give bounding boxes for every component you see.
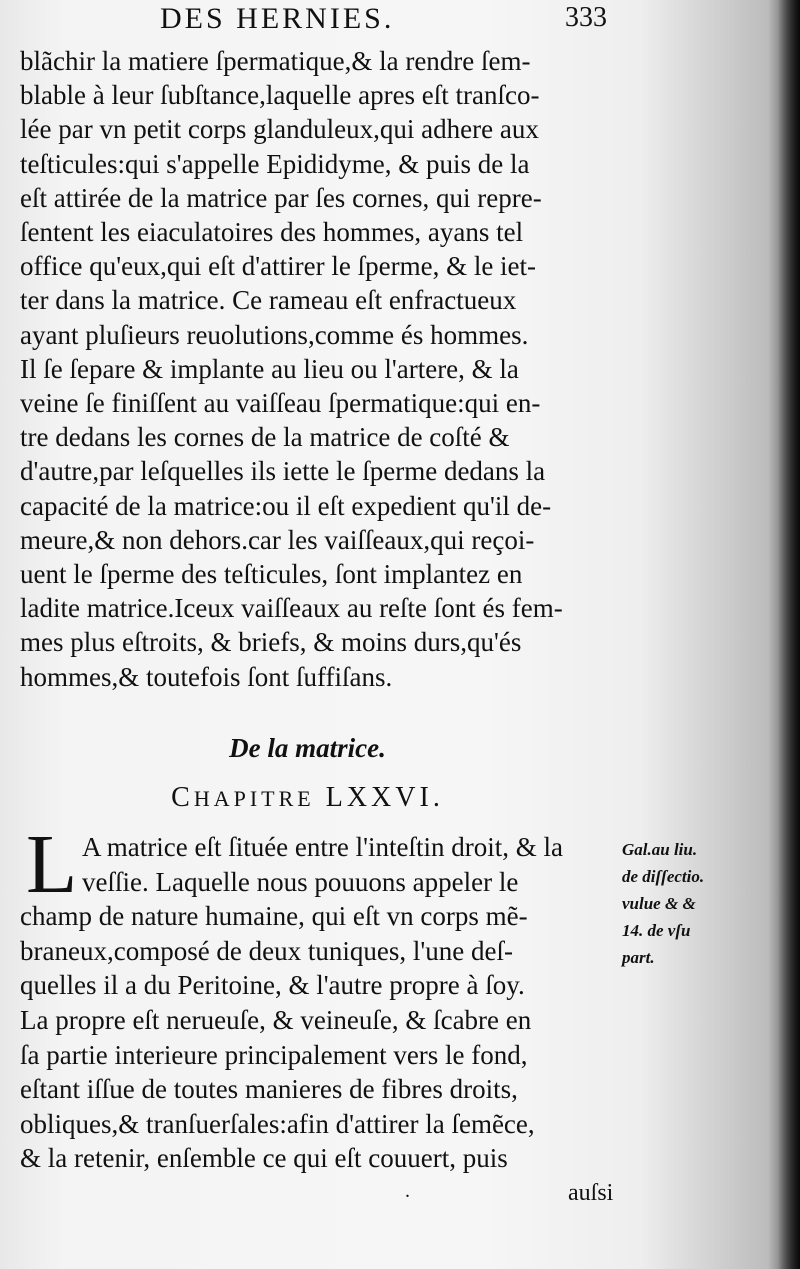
paragraph2-line: braneux,composé de deux tuniques, l'une deſ- <box>20 935 513 966</box>
paragraph2-line: La propre eſt nerueuſe, & veineuſe, & ſcabre en <box>20 1004 532 1035</box>
paragraph1-line: meure,& non dehors.car les vaiſſeaux,qui reçoi- <box>20 524 535 555</box>
paragraph1-line: office qu'eux,qui eſt d'attirer le ſperme, & le iet- <box>20 251 537 282</box>
margin_note-line: de diſſectio. <box>622 867 705 886</box>
page-number: 333 <box>565 2 607 33</box>
paragraph1-line: blable à leur ſubſtance,laquelle apres eſt tranſco- <box>20 80 540 111</box>
paragraph1-line: ladite matrice.Iceux vaiſſeaux au reſte ſont és fem- <box>20 593 563 624</box>
paragraph2-line: obliques,& tranſuerſales:afin d'attirer la ſemẽce, <box>20 1108 535 1139</box>
paragraph1-line: mes plus eſtroits, & briefs, & moins durs,qu'és <box>20 627 522 658</box>
paragraph1-line: blãchir la matiere ſpermatique,& la rendre ſem- <box>20 46 531 76</box>
book-spine-shadow <box>778 0 800 1269</box>
paragraph1-line: d'autre,par leſquelles ils iette le ſperme dedans la <box>20 456 546 487</box>
margin_note-line: part. <box>622 948 655 967</box>
margin_note-line: vulue & & <box>622 894 696 913</box>
paragraph1-line: Il ſe ſepare & implante au lieu ou l'artere, & la <box>20 353 519 384</box>
paragraph1-line: eſt attirée de la matrice par ſes cornes, qui repre- <box>20 182 542 213</box>
paragraph1-line: veine ſe finiſſent au vaiſſeau ſpermatique:qui en- <box>20 388 541 419</box>
paragraph1-line: uent le ſperme des teſticules, ſont implantez en <box>20 559 523 590</box>
paragraph1-line: lée par vn petit corps glanduleux,qui adhere aux <box>20 114 539 145</box>
paragraph1-line: ſentent les eiaculatoires des hommes, ayans tel <box>20 217 524 248</box>
paragraph2-line: & la retenir, enſemble ce qui eſt couuert, puis <box>20 1143 508 1174</box>
chapter-numeral: LXXVI. <box>325 782 444 813</box>
paragraph1-line: ayant pluſieurs reuolutions,comme és hommes. <box>20 319 529 350</box>
paragraph1-line: tre dedans les cornes de la matrice de coſté & <box>20 422 510 453</box>
margin-note <box>622 836 742 971</box>
chapter-title <box>0 782 615 814</box>
margin_note-line: 14. de vſu <box>622 921 691 940</box>
running-head <box>150 0 800 44</box>
chapter-prefix-cap: C <box>171 782 194 813</box>
paragraph2-line: quelles il a du Peritoine, & l'autre propre à ſoy. <box>20 970 525 1001</box>
margin_note-line: Gal.au liu. <box>622 840 698 859</box>
paragraph2-line: ſa partie interieure principalement vers le fond, <box>20 1039 528 1070</box>
paragraph1-line: capacité de la matrice:ou il eſt expedient qu'il de- <box>20 490 552 521</box>
running-head-title: DES HERNIES. <box>160 2 395 35</box>
paragraph2-line: A matrice eſt ſituée entre l'inteſtin droit, & la <box>82 832 563 862</box>
paragraph-2 <box>20 830 620 1176</box>
paragraph1-line: teſticules:qui s'appelle Epididyme, & puis de la <box>20 148 530 179</box>
catchword: auſsi <box>568 1180 614 1206</box>
paragraph2-line: eſtant iſſue de toutes manieres de fibres droits, <box>20 1074 518 1105</box>
section-title: De la matrice. <box>229 733 386 763</box>
paragraph1-line: ter dans la matrice. Ce rameau eſt enfractueux <box>20 285 517 316</box>
paragraph2-line: champ de nature humaine, qui eſt vn corps mẽ- <box>20 901 528 932</box>
chapter-prefix-rest: HAPITRE <box>193 786 315 811</box>
page-dot: . <box>405 1180 410 1202</box>
paragraph1-line: hommes,& toutefois ſont ſuffiſans. <box>20 661 393 692</box>
paragraph2-line: veſſie. Laquelle nous pouuons appeler le <box>82 866 519 897</box>
drop-cap: L <box>26 818 78 911</box>
paragraph-1 <box>20 44 615 694</box>
